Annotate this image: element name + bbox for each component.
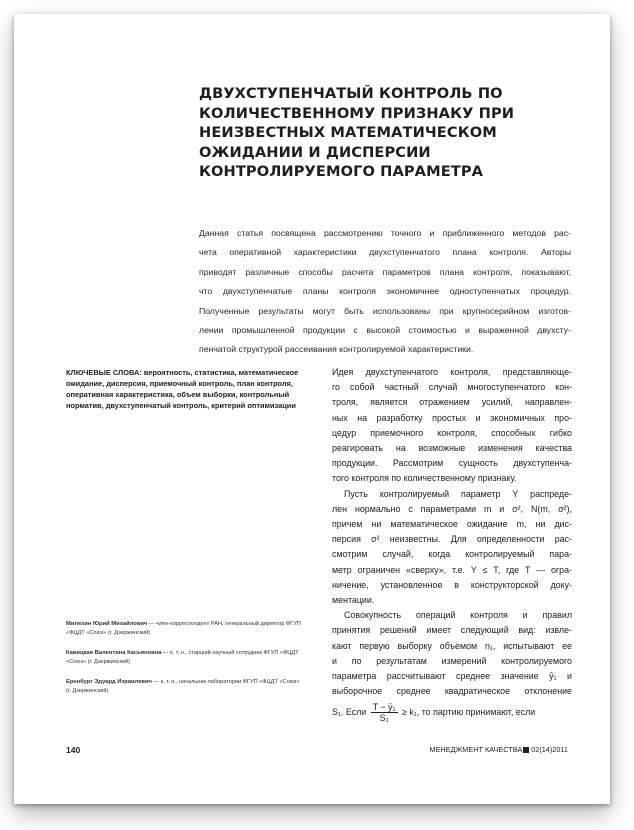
body-text — [332, 365, 572, 723]
body-line: персия σ² неизвестны. Для определенности рас- — [332, 534, 572, 545]
abstract-line: Данная статья посвящена рассмотрению точного и приближенного методов рас- — [199, 228, 571, 238]
author-affiliation: — член-корреспондент РАН, генеральный директор ФГУП — [147, 621, 301, 627]
body-line: реагировать на возможные изменения качества — [332, 443, 572, 454]
title-line: ДВУХСТУПЕНЧАТЫЙ КОНТРОЛЬ ПО — [199, 85, 503, 102]
author-name: Еренбург Эдуард Израилевич — [66, 678, 152, 685]
formula-line — [332, 702, 572, 723]
author-affiliation: «Союз» (г. Дзержинский) — [66, 659, 131, 666]
abstract-line: Полученные результаты могут быть использованы при крупносерийном изготов- — [199, 305, 571, 316]
square-separator-icon — [523, 747, 529, 753]
body-line: принятия решений имеет следующий вид: извле- — [332, 625, 572, 636]
body-line: лен нормально с параметрами m и σ², N(m, σ²), — [332, 503, 572, 514]
abstract-line: лении промышленной продукции с высокой стоимостью и выраженной двухсту- — [199, 325, 571, 336]
author-affiliation: «ФЦДТ «Союз» (г. Дзержинский) — [66, 630, 151, 637]
body-line: параметра рассчитывают среднее значение ȳ₁ и — [332, 671, 572, 682]
title-line: НЕИЗВЕСТНЫХ МАТЕМАТИЧЕСКОМ — [199, 124, 497, 142]
formula-prefix: S₁. Если — [332, 707, 367, 718]
keywords-line: КЛЮЧЕВЫЕ СЛОВА: вероятность, статистика, математическое — [66, 368, 299, 377]
body-line: кают первую выборку объемом n₁, испытывают ее — [332, 640, 572, 651]
author-entry — [66, 678, 328, 697]
author-entry — [66, 620, 328, 639]
body-line: го собой частный случай многоступенчатого кон- — [332, 382, 572, 393]
author-affiliation: — к. т. н., начальник лаборатории ФГУП «ФЦДТ «Союз» — [151, 678, 300, 685]
body-line: продукции. Рассмотрим сущность двухступенча- — [332, 458, 572, 469]
abstract-line: чета оперативной характеристики двухступенчатого плана контроля. Авторы — [199, 247, 571, 258]
abstract — [199, 224, 571, 360]
author-info — [66, 620, 328, 706]
author-name: Кавицкая Валентина Касьяновна — [66, 649, 162, 656]
journal-issue: 02(14)2011 — [531, 745, 568, 754]
journal-name: МЕНЕДЖМЕНТ КАЧЕСТВА — [429, 745, 523, 754]
body-line: Пусть контролируемый параметр Y распреде- — [344, 488, 572, 499]
body-line: выборочное среднее квадратическое отклонение — [332, 686, 572, 697]
abstract-line: пенчатой структурой рассеивания контролируемой характеристики. — [199, 344, 474, 355]
body-line: того контроля по количественному признаку. — [332, 473, 517, 484]
author-affiliation: — к. т. н., старший научный сотрудник ФГУП «ФЦДТ — [161, 649, 299, 656]
body-line: ных на разработку простых и экономичных про- — [332, 412, 572, 423]
author-affiliation: (г. Дзержинский) — [66, 688, 109, 695]
title-line: ОЖИДАНИИ И ДИСПЕРСИИ — [199, 143, 431, 161]
formula-suffix: ≥ k₁, то партию принимают, если — [402, 707, 536, 718]
title-line: КОЛИЧЕСТВЕННОМУ ПРИЗНАКУ ПРИ — [199, 104, 515, 122]
author-name: Милехин Юрий Михайлович — [66, 621, 148, 627]
fraction-denominator: S₁ — [379, 713, 389, 724]
body-line: смотрим случай, когда контролируемый пара- — [332, 549, 572, 560]
page-number: 140 — [66, 745, 81, 755]
fraction — [371, 702, 398, 723]
abstract-line: что двухступенчатые планы контроля экономичнее одноступенчатых процедур. — [199, 286, 571, 297]
author-entry — [66, 649, 328, 668]
body-line: метр ограничен «сверху», т.е. Y ≤ T, где T — огра- — [332, 564, 572, 575]
keywords — [66, 367, 328, 411]
keywords-line: оперативная характеристика, объем выборки, контрольный — [66, 390, 290, 399]
abstract-line: приводят различные способы расчета параметров плана контроля, показывают, — [199, 266, 571, 277]
title-line: КОНТРОЛИРУЕМОГО ПАРАМЕТРА — [199, 163, 484, 181]
body-line: ничение, установленное в конструкторской доку- — [332, 579, 572, 590]
body-line: причем ни математическое ожидание m, ни дис- — [332, 519, 572, 530]
body-line: троля, является отражением усилий, направлен- — [332, 397, 572, 408]
body-line: Идея двухступенчатого контроля, представляюще- — [332, 367, 572, 377]
journal-footer — [429, 745, 568, 754]
body-line: и по результатам измерений контролируемого — [332, 655, 572, 666]
fraction-numerator: T − ȳ₁ — [372, 702, 396, 713]
body-line: ментации. — [332, 595, 375, 606]
keywords-line: норматив, двухступенчатый контроль, критерий оптимизации — [66, 401, 296, 410]
article-title — [199, 84, 529, 182]
body-line: Совокупность операций контроля и правил — [344, 610, 572, 621]
keywords-line: ожидание, дисперсия, приемочный контроль, план контроля, — [66, 379, 293, 388]
body-line: цедур приемочного контроля, способных гибко — [332, 427, 572, 438]
